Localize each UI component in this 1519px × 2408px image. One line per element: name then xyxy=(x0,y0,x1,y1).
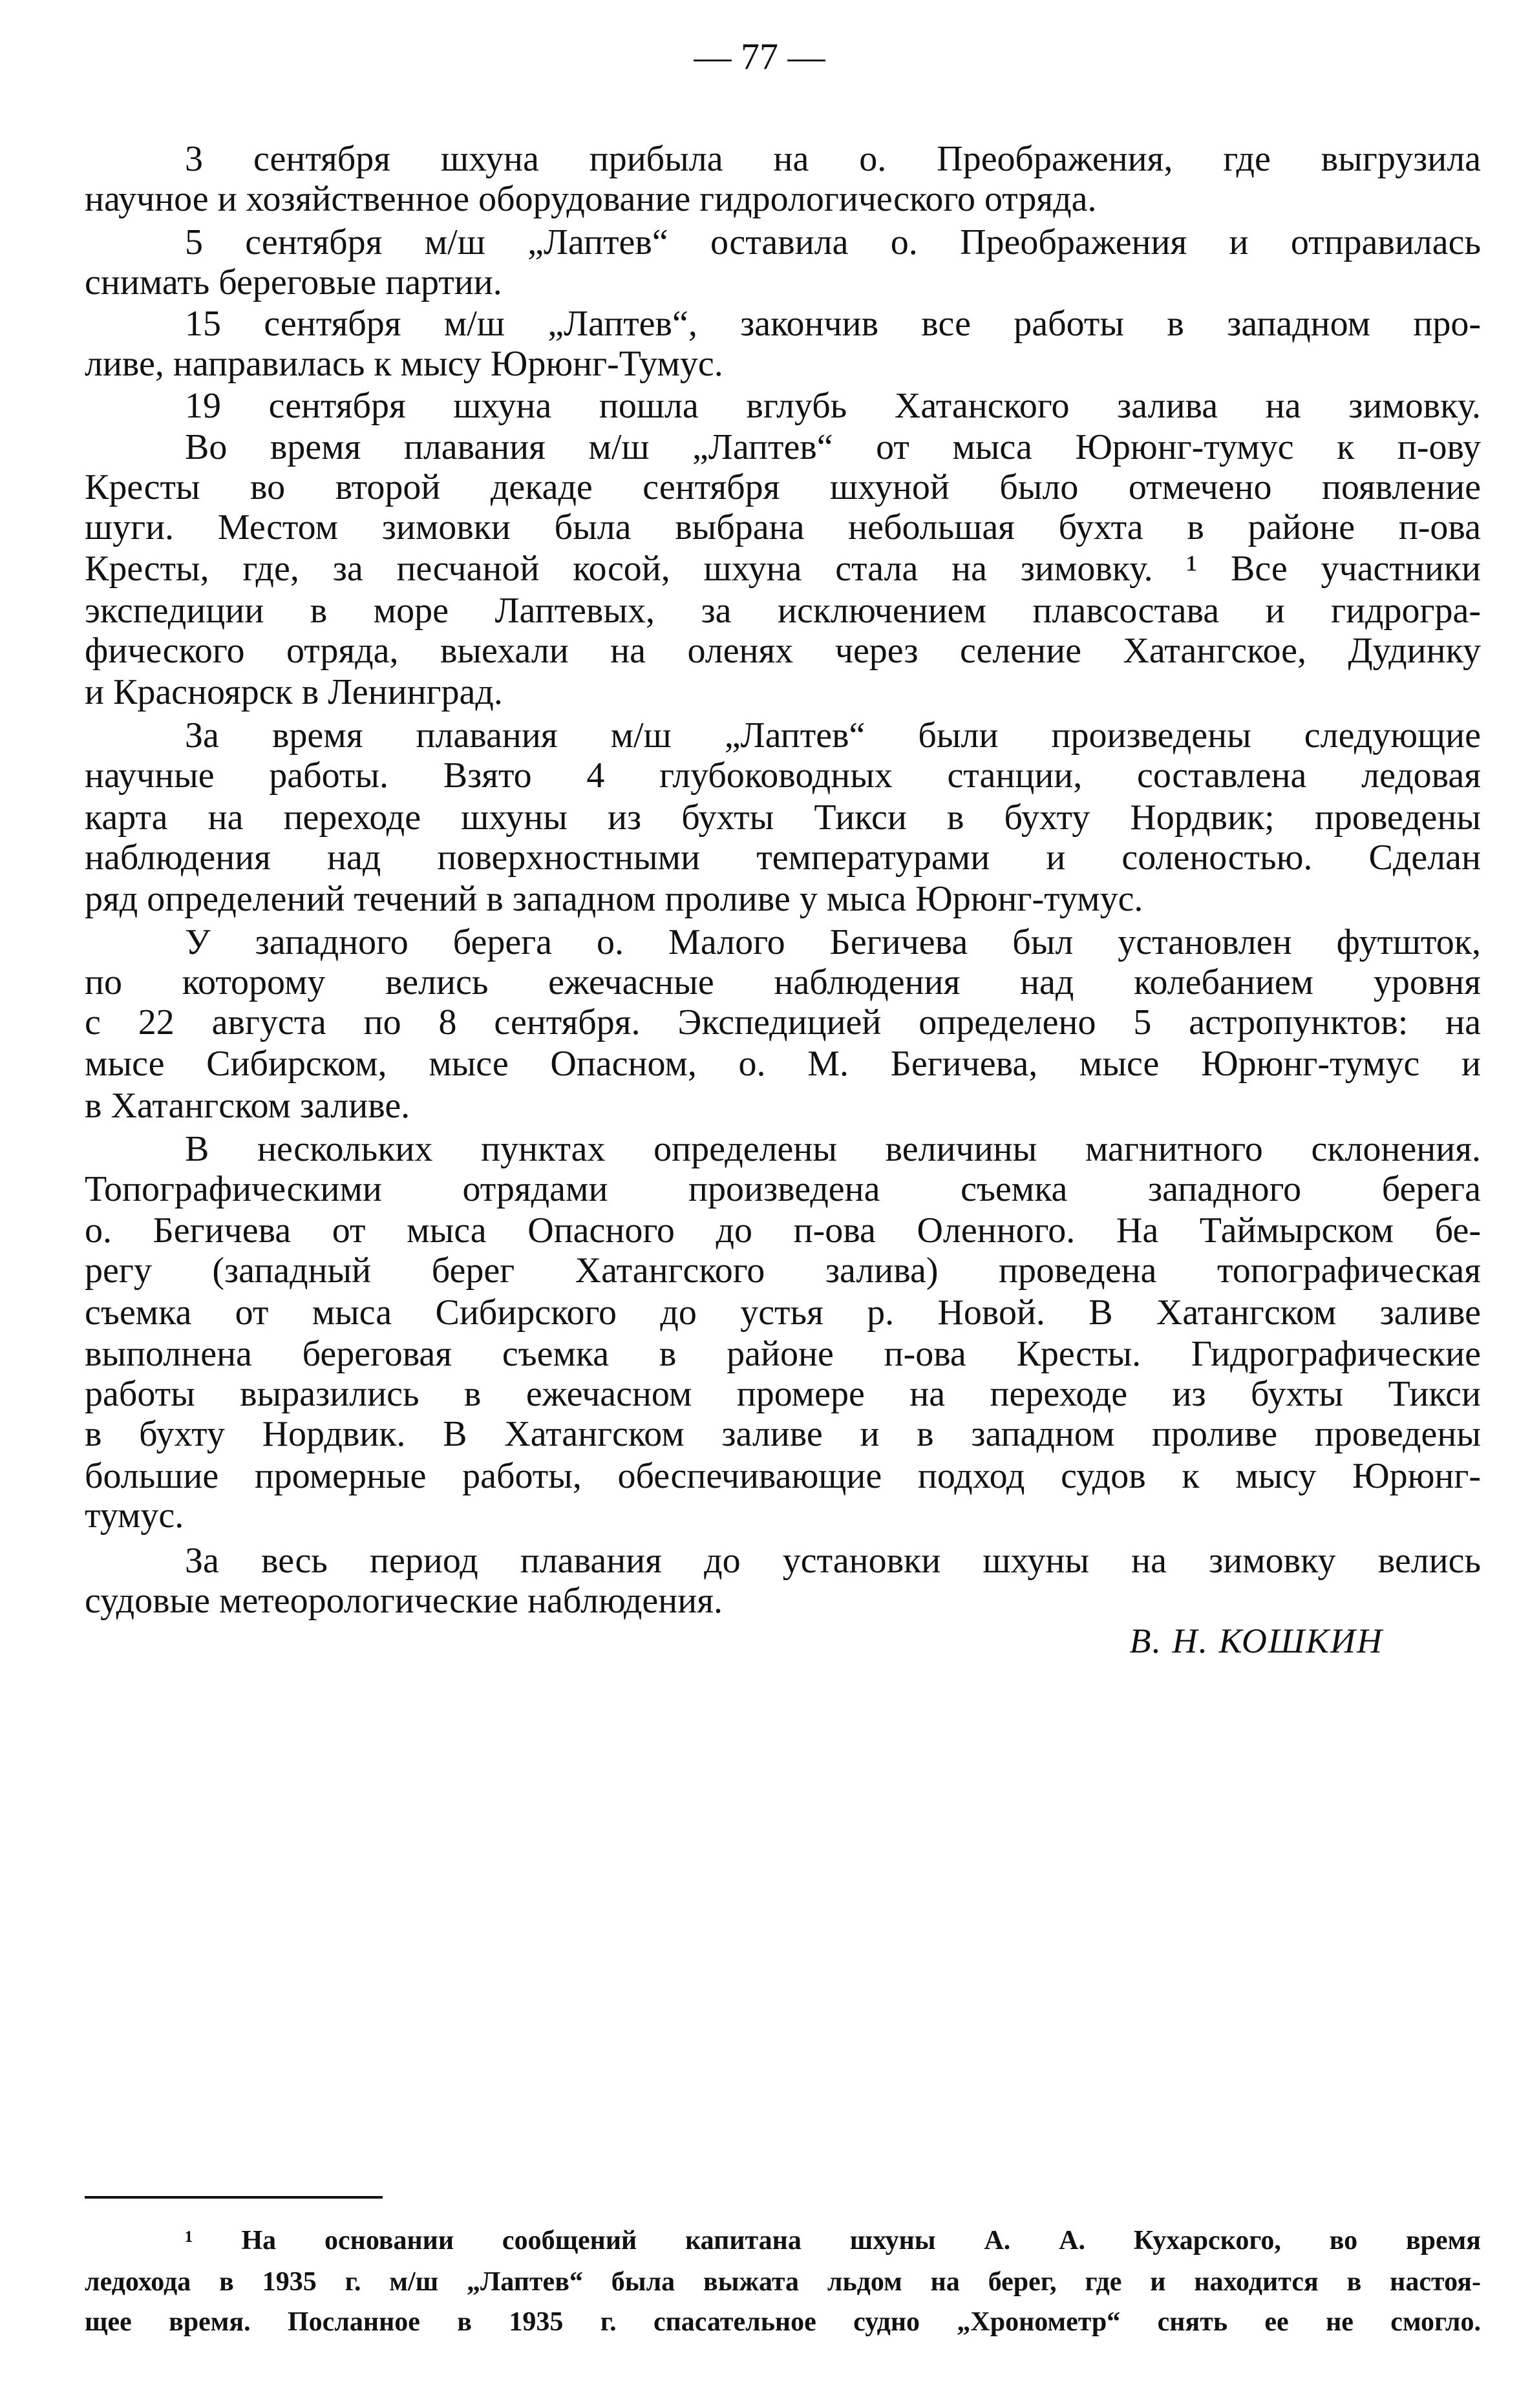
page-number: — 77 — xyxy=(694,36,825,78)
text-line: большие промерные работы, обеспечивающие подход судов к мысу Юрюнг- xyxy=(85,1456,1481,1496)
text-line: о. Бегичева от мыса Опасного до п-ова Оленного. На Таймырском бе- xyxy=(85,1210,1481,1251)
text-line: За весь период плавания до установки шхуны на зимовку велись xyxy=(185,1541,1481,1581)
text-line: научное и хозяйственное оборудование гидрологического отряда. xyxy=(85,179,1097,219)
text-line: в бухту Нордвик. В Хатангском заливе и в западном проливе проведены xyxy=(85,1414,1481,1454)
text-line: 15 сентября м/ш „Лаптев“, закончив все работы в западном про- xyxy=(185,304,1481,344)
text-line: Кресты во второй декаде сентября шхуной было отмечено появление xyxy=(85,467,1481,507)
text-line: Кресты, где, за песчаной косой, шхуна стала на зимовку. ¹ Все участники xyxy=(85,549,1481,589)
text-line: фического отряда, выехали на оленях через селение Хатангское, Дудинку xyxy=(85,631,1481,671)
text-line: 19 сентября шхуна пошла вглубь Хатанского залива на зимовку. xyxy=(185,386,1481,426)
footnote-line: ¹ На основании сообщений капитана шхуны А. А. Кухарского, во время xyxy=(185,2226,1481,2255)
text-line: регу (западный берег Хатангского залива) проведена топографическая xyxy=(85,1251,1481,1291)
text-line: ливе, направилась к мысу Юрюнг-Тумус. xyxy=(85,344,723,384)
text-line: За время плавания м/ш „Лаптев“ были произведены следующие xyxy=(185,715,1481,755)
text-line: судовые метеорологические наблюдения. xyxy=(85,1581,723,1621)
text-line: с 22 августа по 8 сентября. Экспедицией определено 5 астропунктов: на xyxy=(85,1002,1481,1042)
text-line: Топографическими отрядами произведена съемка западного берега xyxy=(85,1169,1481,1209)
text-line: снимать береговые партии. xyxy=(85,262,502,302)
text-line: съемка от мыса Сибирского до устья р. Новой. В Хатангском заливе xyxy=(85,1293,1481,1333)
text-line: научные работы. Взято 4 глубоководных станции, составлена ледовая xyxy=(85,755,1481,796)
footnote-line: ледохода в 1935 г. м/ш „Лаптев“ была выжата льдом на берег, где и находится в настоя- xyxy=(85,2267,1481,2297)
text-line: мысе Сибирском, мысе Опасном, о. М. Бегичева, мысе Юрюнг-тумус и xyxy=(85,1044,1481,1084)
text-line: по которому велись ежечасные наблюдения над колебанием уровня xyxy=(85,962,1481,1002)
text-line: экспедиции в море Лаптевых, за исключением плавсостава и гидрогра- xyxy=(85,591,1481,631)
text-line: 5 сентября м/ш „Лаптев“ оставила о. Преображения и отправилась xyxy=(185,222,1481,262)
text-line: ряд определений течений в западном проливе у мыса Юрюнг-тумус. xyxy=(85,879,1143,919)
text-line: Во время плавания м/ш „Лаптев“ от мыса Юрюнг-тумус к п-ову xyxy=(185,427,1481,467)
footnote-line: щее время. Посланное в 1935 г. спасательное судно „Хронометр“ снять ее не смогло. xyxy=(85,2307,1481,2337)
text-line: карта на переходе шхуны из бухты Тикси в бухту Нордвик; проведены xyxy=(85,797,1481,838)
text-line: У западного берега о. Малого Бегичева был установлен футшток, xyxy=(185,922,1481,962)
text-line: шуги. Местом зимовки была выбрана небольшая бухта в районе п-ова xyxy=(85,507,1481,547)
footnote-separator xyxy=(85,2196,383,2199)
text-line: и Красноярск в Ленинград. xyxy=(85,672,503,712)
text-line: выполнена береговая съемка в районе п-ова Кресты. Гидрографические xyxy=(85,1334,1481,1374)
text-line: В нескольких пунктах определены величины магнитного склонения. xyxy=(185,1129,1481,1169)
text-line: работы выразились в ежечасном промере на переходе из бухты Тикси xyxy=(85,1374,1481,1414)
author-signature: В. Н. КОШКИН xyxy=(1129,1621,1383,1660)
text-line: тумус. xyxy=(85,1495,184,1536)
text-line: 3 сентября шхуна прибыла на о. Преображения, где выгрузила xyxy=(185,139,1481,179)
text-line: наблюдения над поверхностными температурами и соленостью. Сделан xyxy=(85,838,1481,878)
text-line: в Хатангском заливе. xyxy=(85,1086,410,1126)
